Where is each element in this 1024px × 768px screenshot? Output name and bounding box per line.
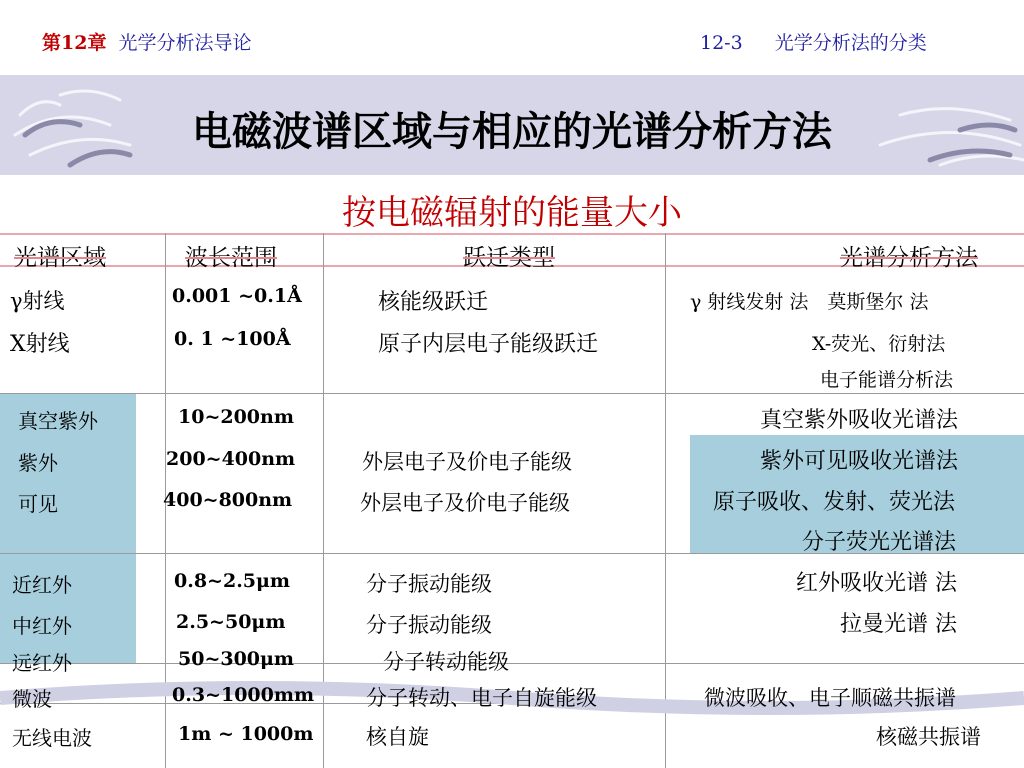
table-row-region: X射线 <box>10 332 70 357</box>
section-number: 12-3 <box>700 32 743 54</box>
table-row-method: 原子吸收、发射、荧光法 <box>713 490 956 515</box>
table-row-region: 无线电波 <box>12 726 92 750</box>
table-row-region: 真空紫外 <box>18 409 98 433</box>
table-row-method: 真空紫外吸收光谱法 <box>760 408 959 433</box>
table-row-transition: 分子振动能级 <box>366 613 492 637</box>
table-row-transition: 核能级跃迁 <box>378 290 489 315</box>
section-label <box>700 28 927 55</box>
table-row-method: 拉曼光谱 法 <box>840 612 957 637</box>
table-row-range: 2.5~50μm <box>176 611 286 633</box>
table-row-method: 核磁共振谱 <box>876 725 981 749</box>
chapter-label <box>42 28 252 55</box>
table-row-range: 50~300μm <box>178 648 295 670</box>
table-row-region: 中红外 <box>12 614 72 638</box>
table-row-transition: 核自旋 <box>366 725 429 749</box>
table-row-region: 紫外 <box>18 451 58 475</box>
table-row-range: 0.001 ~0.1Å <box>172 285 302 307</box>
table-row-transition: 原子内层电子能级跃迁 <box>378 332 599 357</box>
table-row-transition: 分子转动、电子自旋能级 <box>366 686 597 710</box>
table-row-range: 1m ~ 1000m <box>178 723 314 745</box>
table-row-range: 0.8~2.5μm <box>174 570 291 592</box>
table-row-range: 200~400nm <box>166 448 296 470</box>
table-row-region: 可见 <box>18 492 58 516</box>
table-row-method: 紫外可见吸收光谱法 <box>760 449 959 474</box>
col-header-region: 光谱区域 <box>14 245 106 271</box>
chapter-number: 第12章 <box>42 32 107 54</box>
section-title: 光学分析法的分类 <box>774 32 927 54</box>
col-header-method: 光谱分析方法 <box>840 245 978 271</box>
table-row-method: γ 射线发射 法 莫斯堡尔 法 <box>690 291 929 313</box>
table-row-transition: 分子振动能级 <box>366 572 492 596</box>
table-row-method-extra: 电子能谱分析法 <box>820 369 954 391</box>
chapter-title: 光学分析法导论 <box>118 32 252 54</box>
table-row-method: 红外吸收光谱 法 <box>796 571 957 596</box>
spectrum-table <box>0 233 1024 768</box>
table-row-region: 近红外 <box>12 573 72 597</box>
col-header-range: 波长范围 <box>185 245 277 271</box>
table-row-transition: 外层电子及价电子能级 <box>362 450 572 474</box>
table-row-range: 10~200nm <box>178 406 294 428</box>
table-row-transition: 外层电子及价电子能级 <box>360 491 570 515</box>
table-row-method: X-荧光、衍射法 <box>812 333 946 355</box>
table-row-range: 0. 1 ~100Å <box>174 328 291 350</box>
table-row-range: 400~800nm <box>163 489 293 511</box>
table-row-transition: 分子转动能级 <box>383 650 509 674</box>
slide-header <box>0 0 1024 75</box>
table-row-region: 微波 <box>12 687 52 711</box>
slide-title: 电磁波谱区域与相应的光谱分析方法 <box>192 109 832 155</box>
table-row-region: γ射线 <box>10 289 65 313</box>
table-row-region: 远红外 <box>12 651 72 675</box>
table-row-method: 微波吸收、电子顺磁共振谱 <box>704 686 956 710</box>
table-row-method-extra: 分子荧光光谱法 <box>802 530 957 555</box>
slide-subtitle: 按电磁辐射的能量大小 <box>342 193 682 233</box>
table-row-range: 0.3~1000mm <box>172 684 315 706</box>
col-header-transition: 跃迁类型 <box>463 245 555 271</box>
